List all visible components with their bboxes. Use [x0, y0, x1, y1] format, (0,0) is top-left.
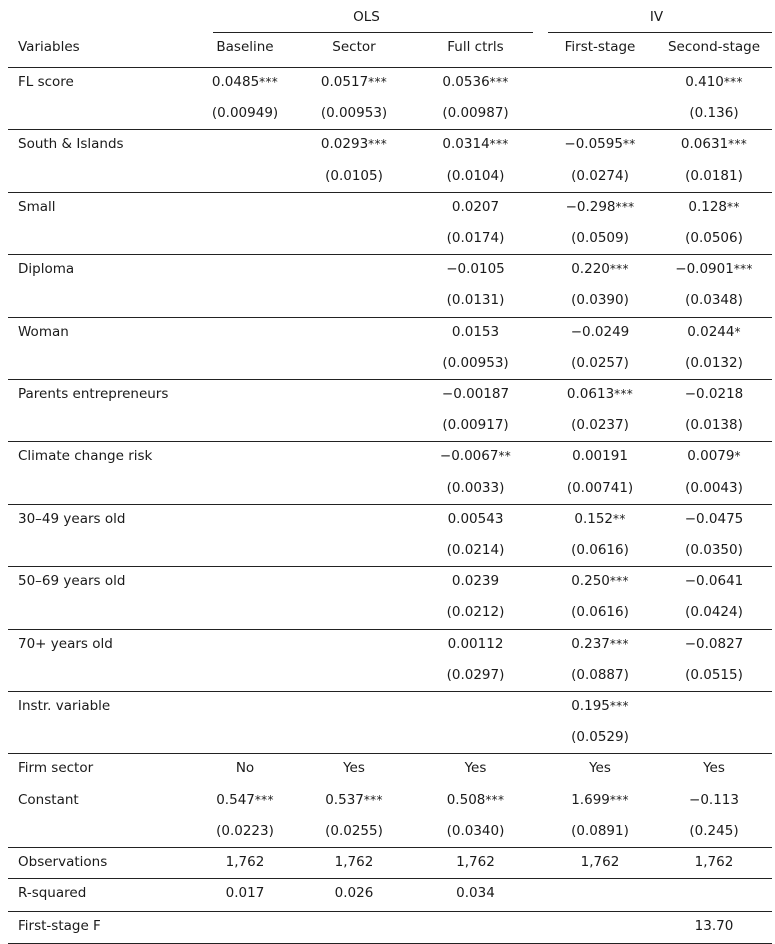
- coef-cell: [303, 566, 405, 597]
- coef-cell: [195, 441, 295, 472]
- coefficient-value: 0.220: [571, 261, 610, 277]
- coefficient-value: 0.0631: [680, 136, 729, 152]
- se-cell: [195, 722, 295, 753]
- coefficient-value: 0.0536: [442, 74, 490, 90]
- se-cell: (0.0616): [571, 542, 629, 558]
- coefficient-value: 0.237: [571, 636, 610, 652]
- column-header-full-ctrls: Full ctrls: [447, 39, 504, 55]
- se-cell: (0.00949): [211, 105, 279, 121]
- row-label: Climate change risk: [18, 448, 153, 464]
- coef-cell: [303, 441, 405, 472]
- significance-stars: **: [613, 512, 626, 526]
- se-cell: [195, 410, 295, 441]
- se-cell: [195, 597, 295, 628]
- coef-cell: [303, 629, 405, 660]
- constant-coef-cell: [195, 785, 295, 816]
- row-label: Diploma: [18, 261, 75, 277]
- significance-stars: **: [498, 449, 512, 463]
- firm-sector-cell: Yes: [464, 760, 487, 776]
- coef-cell: [303, 129, 405, 160]
- group-header-ols: OLS: [353, 9, 380, 25]
- coefficient-value: −0.0475: [684, 511, 744, 527]
- coef-cell: [413, 691, 538, 722]
- coefficient-value: 0.195: [571, 698, 610, 714]
- column-header-second-stage: Second-stage: [667, 39, 761, 55]
- column-header-baseline: Baseline: [216, 39, 274, 55]
- coef-cell: [545, 691, 655, 722]
- se-cell: (0.136): [689, 105, 739, 121]
- observations-cell: 1,762: [694, 854, 734, 870]
- coefficient-value: 0.152: [574, 511, 614, 527]
- coef-cell: [195, 192, 295, 223]
- coefficient-value: 0.0293: [320, 136, 369, 152]
- coef-cell: [303, 504, 405, 535]
- se-cell: [303, 348, 405, 379]
- se-cell: (0.00953): [442, 355, 509, 371]
- coef-cell: [195, 504, 295, 535]
- significance-stars: ***: [609, 262, 629, 276]
- se-cell: (0.0529): [571, 729, 629, 745]
- coefficient-value: −0.0218: [684, 386, 744, 402]
- significance-stars: *: [734, 325, 741, 339]
- coefficient-value: 0.00191: [572, 448, 628, 464]
- se-cell: (0.0237): [571, 417, 629, 433]
- significance-stars: **: [727, 200, 740, 214]
- significance-stars: *: [734, 449, 741, 463]
- observations-cell: 1,762: [456, 854, 495, 870]
- coef-cell: [195, 317, 295, 348]
- se-cell: (0.00917): [442, 417, 509, 433]
- coef-cell: [660, 691, 768, 722]
- coef-cell: [660, 629, 768, 660]
- constant-se-cell: (0.0340): [446, 823, 505, 839]
- row-label: FL score: [18, 74, 74, 90]
- coef-cell: [545, 317, 655, 348]
- observations-cell: 1,762: [334, 854, 374, 870]
- row-label: Woman: [18, 324, 69, 340]
- coef-cell: [195, 254, 295, 285]
- coefficient-value: 0.0079: [687, 448, 735, 464]
- coef-cell: [545, 192, 655, 223]
- significance-stars: ***: [614, 387, 634, 401]
- significance-stars: ***: [489, 137, 509, 151]
- se-cell: [303, 535, 405, 566]
- coef-cell: [660, 566, 768, 597]
- se-cell: (0.0297): [446, 667, 505, 683]
- se-cell: (0.0181): [685, 168, 743, 184]
- coefficient-value: −0.298: [565, 199, 616, 215]
- coef-cell: [545, 629, 655, 660]
- coef-cell: [195, 629, 295, 660]
- r-squared-cell: [660, 878, 768, 909]
- variables-header: Variables: [18, 39, 80, 55]
- coefficient-value: 0.0613: [566, 386, 615, 402]
- significance-stars: ***: [368, 75, 388, 89]
- coefficient-value: 0.128: [688, 199, 728, 215]
- coef-cell: [195, 67, 295, 98]
- significance-stars: ***: [609, 637, 629, 651]
- significance-stars: ***: [609, 793, 629, 807]
- observations-label: Observations: [18, 854, 108, 870]
- firm-sector-cell: Yes: [703, 760, 725, 776]
- se-cell: (0.0104): [446, 168, 505, 184]
- firm-sector-cell: Yes: [343, 760, 365, 776]
- coef-cell: [413, 629, 538, 660]
- significance-stars: ***: [485, 793, 505, 807]
- coef-cell: [413, 317, 538, 348]
- se-cell: [195, 348, 295, 379]
- first-stage-f-cell: [413, 911, 538, 942]
- constant-coef-cell: [660, 785, 768, 816]
- constant-coef-cell: [545, 785, 655, 816]
- first-stage-f-cell: [195, 911, 295, 942]
- se-cell: [303, 473, 405, 504]
- coef-cell: [660, 192, 768, 223]
- coefficient-value: 0.508: [446, 792, 486, 808]
- coef-cell: [413, 254, 538, 285]
- row-label: South & Islands: [18, 136, 124, 152]
- coef-cell: [545, 379, 655, 410]
- significance-stars: ***: [733, 262, 753, 276]
- se-cell: (0.0424): [685, 604, 743, 620]
- se-cell: [195, 535, 295, 566]
- se-cell: [195, 223, 295, 254]
- se-cell: [195, 473, 295, 504]
- se-cell: [195, 285, 295, 316]
- se-cell: (0.0214): [446, 542, 505, 558]
- coefficient-value: −0.0249: [570, 324, 630, 340]
- coef-cell: [413, 192, 538, 223]
- coefficient-value: 0.0239: [451, 573, 500, 589]
- se-cell: (0.0212): [446, 604, 505, 620]
- coef-cell: [545, 129, 655, 160]
- firm-sector-label: Firm sector: [18, 760, 94, 776]
- constant-label: Constant: [18, 792, 79, 808]
- constant-se-cell: (0.0255): [325, 823, 383, 839]
- coefficient-value: −0.113: [689, 792, 739, 808]
- se-cell: [195, 660, 295, 691]
- se-cell: (0.0174): [446, 230, 505, 246]
- significance-stars: ***: [609, 699, 629, 713]
- r-squared-cell: [545, 878, 655, 909]
- coef-cell: [545, 504, 655, 535]
- row-label: 30–49 years old: [18, 511, 126, 527]
- first-stage-f-label: First-stage F: [18, 918, 101, 934]
- observations-cell: 1,762: [580, 854, 620, 870]
- coef-cell: [413, 441, 538, 472]
- coef-cell: [413, 129, 538, 160]
- first-stage-f-cell: [303, 911, 405, 942]
- se-cell: (0.0515): [685, 667, 743, 683]
- coef-cell: [195, 691, 295, 722]
- r-squared-cell: 0.034: [456, 885, 495, 901]
- significance-stars: ***: [368, 137, 388, 151]
- coef-cell: [195, 129, 295, 160]
- coef-cell: [413, 566, 538, 597]
- se-cell: (0.0887): [571, 667, 629, 683]
- coefficient-value: 0.0153: [451, 324, 500, 340]
- constant-se-cell: (0.245): [689, 823, 739, 839]
- coefficient-value: −0.0901: [675, 261, 734, 277]
- row-label: Small: [18, 199, 56, 215]
- se-cell: (0.0033): [446, 480, 505, 496]
- constant-coef-cell: [413, 785, 538, 816]
- coef-cell: [660, 254, 768, 285]
- coef-cell: [660, 67, 768, 98]
- firm-sector-cell: No: [235, 760, 255, 776]
- constant-se-cell: (0.0223): [216, 823, 274, 839]
- coef-cell: [545, 441, 655, 472]
- row-label: Parents entrepreneurs: [18, 386, 169, 402]
- se-cell: [545, 98, 655, 129]
- column-header-sector: Sector: [332, 39, 376, 55]
- se-cell: (0.0257): [571, 355, 629, 371]
- coef-cell: [413, 379, 538, 410]
- coefficient-value: 0.0517: [320, 74, 369, 90]
- r-squared-label: R-squared: [18, 885, 87, 901]
- coef-cell: [195, 379, 295, 410]
- se-cell: (0.0616): [571, 604, 629, 620]
- se-cell: (0.00987): [442, 105, 509, 121]
- coef-cell: [303, 254, 405, 285]
- coefficient-value: −0.0827: [684, 636, 744, 652]
- coef-cell: [303, 317, 405, 348]
- se-cell: [303, 597, 405, 628]
- coef-cell: [413, 67, 538, 98]
- row-label: 70+ years old: [18, 636, 113, 652]
- coefficient-value: 0.0244: [687, 324, 735, 340]
- first-stage-f-cell: [545, 911, 655, 942]
- se-cell: (0.0390): [571, 292, 629, 308]
- r-squared-cell: 0.026: [334, 885, 374, 901]
- se-cell: (0.0350): [685, 542, 743, 558]
- coefficient-value: 0.537: [325, 792, 364, 808]
- coefficient-value: 0.00112: [447, 636, 504, 652]
- row-label: Instr. variable: [18, 698, 111, 714]
- se-cell: [303, 285, 405, 316]
- observations-cell: 1,762: [225, 854, 265, 870]
- coef-cell: [660, 129, 768, 160]
- r-squared-cell: 0.017: [225, 885, 265, 901]
- se-cell: (0.0043): [685, 480, 743, 496]
- se-cell: (0.00953): [320, 105, 388, 121]
- coef-cell: [545, 566, 655, 597]
- se-cell: (0.0138): [685, 417, 743, 433]
- coef-cell: [545, 67, 655, 98]
- significance-stars: ***: [728, 137, 748, 151]
- coefficient-value: −0.00187: [441, 386, 510, 402]
- group-header-iv: IV: [649, 9, 664, 25]
- coef-cell: [303, 379, 405, 410]
- significance-stars: ***: [259, 75, 279, 89]
- coef-cell: [660, 504, 768, 535]
- coefficient-value: 0.00543: [447, 511, 504, 527]
- se-cell: (0.0509): [571, 230, 629, 246]
- coef-cell: [660, 379, 768, 410]
- significance-stars: ***: [609, 574, 629, 588]
- firm-sector-cell: Yes: [589, 760, 611, 776]
- se-cell: [413, 722, 538, 753]
- constant-coef-cell: [303, 785, 405, 816]
- se-cell: (0.0506): [685, 230, 743, 246]
- se-cell: (0.0132): [685, 355, 743, 371]
- se-cell: (0.0274): [571, 168, 629, 184]
- row-label: 50–69 years old: [18, 573, 126, 589]
- se-cell: (0.00741): [566, 480, 634, 496]
- coef-cell: [545, 254, 655, 285]
- significance-stars: ***: [363, 793, 383, 807]
- se-cell: [660, 722, 768, 753]
- column-header-first-stage: First-stage: [564, 39, 636, 55]
- coefficient-value: −0.0067: [439, 448, 499, 464]
- coef-cell: [195, 566, 295, 597]
- coefficient-value: 1.699: [571, 792, 610, 808]
- coef-cell: [660, 317, 768, 348]
- constant-se-cell: (0.0891): [571, 823, 629, 839]
- se-cell: (0.0348): [685, 292, 743, 308]
- coefficient-value: −0.0595: [564, 136, 623, 152]
- se-cell: [303, 722, 405, 753]
- coefficient-value: −0.0641: [684, 573, 744, 589]
- coefficient-value: 0.0485: [211, 74, 260, 90]
- coef-cell: [303, 192, 405, 223]
- coefficient-value: 0.250: [571, 573, 610, 589]
- significance-stars: ***: [723, 75, 743, 89]
- coefficient-value: 0.0314: [442, 136, 490, 152]
- se-cell: [195, 161, 295, 192]
- coef-cell: [303, 691, 405, 722]
- significance-stars: ***: [254, 793, 274, 807]
- significance-stars: ***: [489, 75, 509, 89]
- se-cell: (0.0131): [446, 292, 505, 308]
- significance-stars: **: [622, 137, 636, 151]
- se-cell: [303, 660, 405, 691]
- coefficient-value: −0.0105: [446, 261, 505, 277]
- se-cell: [303, 223, 405, 254]
- coefficient-value: 0.547: [216, 792, 255, 808]
- se-cell: [303, 410, 405, 441]
- coefficient-value: 0.410: [685, 74, 724, 90]
- se-cell: (0.0105): [325, 168, 383, 184]
- coefficient-value: 0.0207: [451, 199, 500, 215]
- significance-stars: ***: [615, 200, 635, 214]
- coef-cell: [303, 67, 405, 98]
- first-stage-f-cell: 13.70: [694, 918, 734, 934]
- coef-cell: [413, 504, 538, 535]
- coef-cell: [660, 441, 768, 472]
